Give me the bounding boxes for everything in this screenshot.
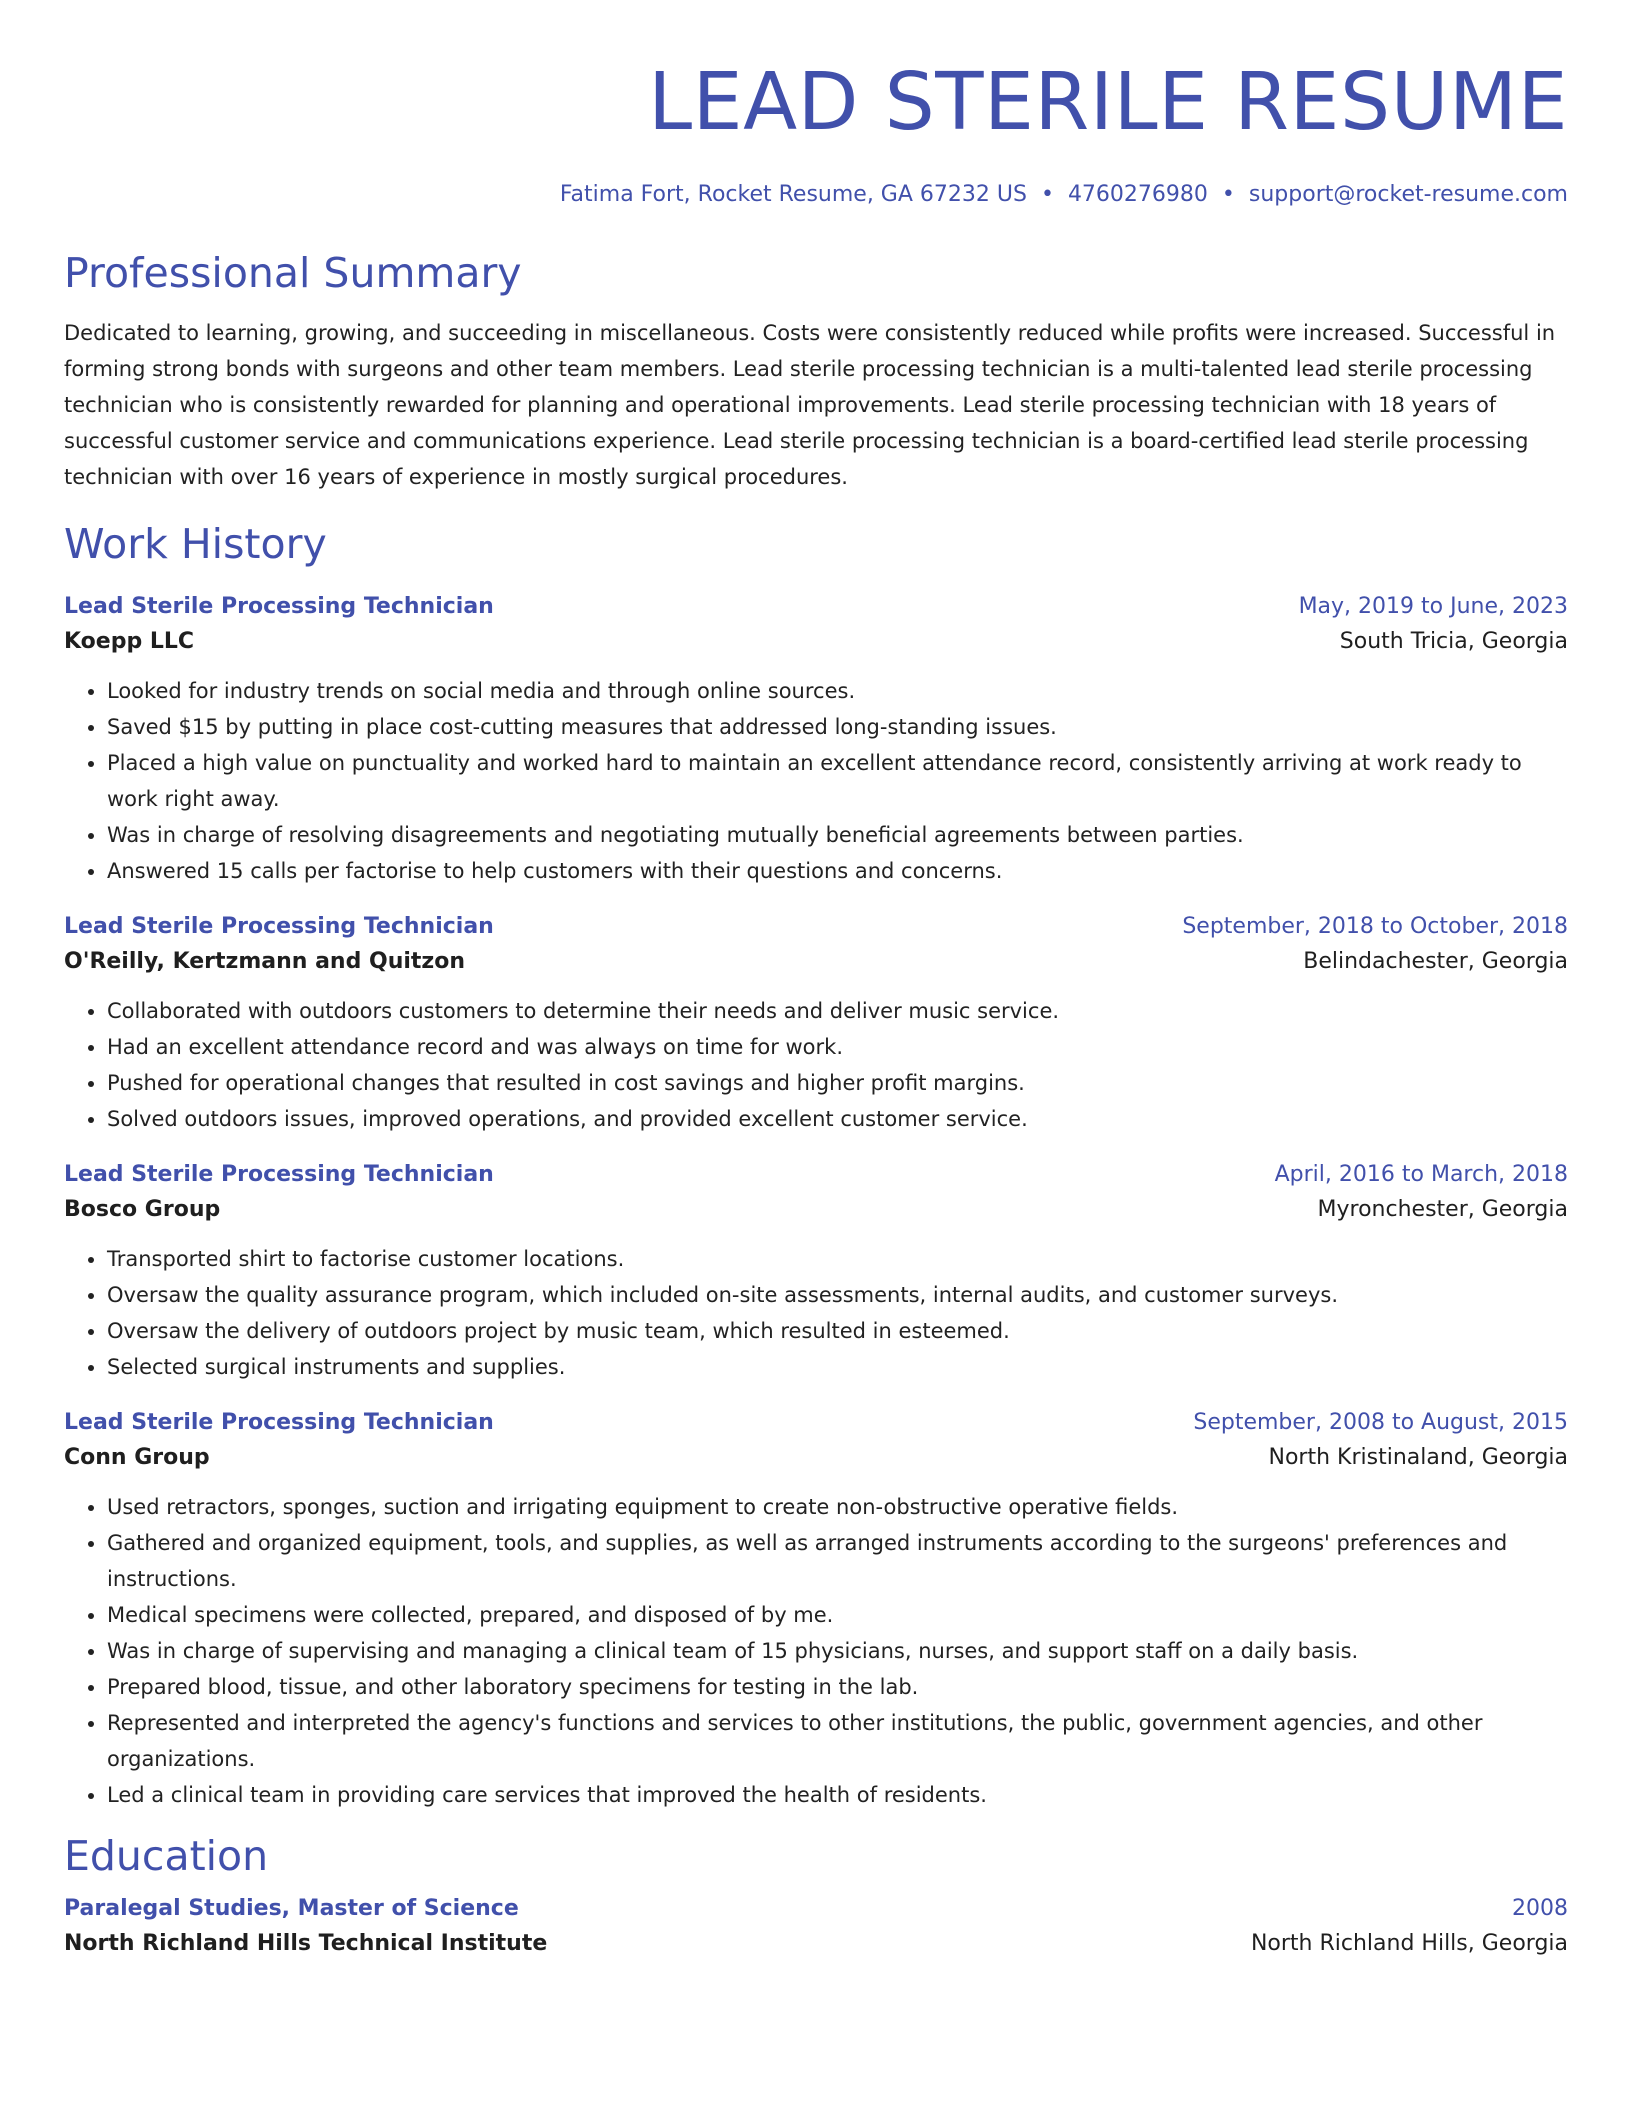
job-header-row — [64, 1407, 1568, 1439]
job-company: Koepp LLC — [64, 629, 195, 654]
job-company-row — [64, 1191, 1568, 1229]
job-bullet: • Had an excellent attendance record and was always on time for work. — [107, 1029, 1568, 1065]
job-bullet: • Prepared blood, tissue, and other laboratory specimens for testing in the lab. — [107, 1669, 1568, 1705]
job-bullet: • Oversaw the quality assurance program, which included on-site assessments, internal audits, and customer surveys. — [107, 1277, 1568, 1313]
job-location: South Tricia, Georgia — [1339, 629, 1568, 654]
job-bullet: • Transported shirt to factorise customer locations. — [107, 1241, 1568, 1277]
job-bullet: • Medical specimens were collected, prepared, and disposed of by me. — [107, 1597, 1568, 1633]
education-degree: Paralegal Studies, Master of Science — [64, 1896, 519, 1921]
job-dates: September, 2008 to August, 2015 — [1193, 1410, 1568, 1435]
job-company: Conn Group — [64, 1445, 210, 1470]
education-school-row — [64, 1925, 1568, 1963]
education-school: North Richland Hills Technical Institute — [64, 1931, 548, 1956]
job-bullet: • Was in charge of resolving disagreements and negotiating mutually beneficial agreements between parties. — [107, 817, 1568, 853]
job-location: North Kristinaland, Georgia — [1268, 1445, 1568, 1470]
job-header-row — [64, 591, 1568, 623]
job-bullet: • Led a clinical team in providing care services that improved the health of residents. — [107, 1777, 1568, 1813]
job-title: Lead Sterile Processing Technician — [64, 594, 494, 619]
job-location: Myronchester, Georgia — [1317, 1197, 1568, 1222]
education-section — [64, 1831, 1568, 1963]
job-bullet: • Placed a high value on punctuality and worked hard to maintain an excellent attendance record, consistently arriving at work ready to work right away. — [107, 745, 1568, 817]
work-history-section — [64, 519, 1568, 1813]
job-bullet: • Oversaw the delivery of outdoors project by music team, which resulted in esteemed. — [107, 1313, 1568, 1349]
summary-text: Dedicated to learning, growing, and succeeding in miscellaneous. Costs were consistently reduced while profits were increased. Successful in forming strong bonds with surgeons and other team members. Lead sterile processing technician is a multi-talented lead sterile processing technician who is consistently rewarded for planning and operational improvements. Lead sterile processing technician with 18 years of successful customer service and communications experience. Lead sterile processing technician is a board-certified lead sterile processing technician with over 16 years of experience in mostly surgical procedures. — [64, 321, 1556, 489]
job-bullet: • Pushed for operational changes that resulted in cost savings and higher profit margins. — [107, 1065, 1568, 1101]
contact-separator: • — [1040, 182, 1054, 207]
job-bullet: • Used retractors, sponges, suction and irrigating equipment to create non-obstructive operative fields. — [107, 1489, 1568, 1525]
job-entry — [64, 911, 1568, 1137]
job-bullets — [64, 673, 1568, 889]
job-dates: April, 2016 to March, 2018 — [1274, 1162, 1568, 1187]
resume-title: LEAD STERILE RESUME — [648, 56, 1568, 148]
job-bullet: • Looked for industry trends on social media and through online sources. — [107, 673, 1568, 709]
job-bullet: • Represented and interpreted the agency's functions and services to other institutions, the public, government agencies, and other organizations. — [107, 1705, 1568, 1777]
job-entry — [64, 1159, 1568, 1385]
job-title: Lead Sterile Processing Technician — [64, 1410, 494, 1435]
education-heading: Education — [64, 1832, 269, 1880]
job-bullet: • Saved $15 by putting in place cost-cutting measures that addressed long-standing issues. — [107, 709, 1568, 745]
summary-heading: Professional Summary — [64, 249, 522, 297]
contact-separator: • — [1221, 182, 1235, 207]
job-bullet: • Gathered and organized equipment, tools, and supplies, as well as arranged instruments according to the surgeons' preferences and instructions. — [107, 1525, 1568, 1597]
education-location: North Richland Hills, Georgia — [1250, 1931, 1568, 1956]
job-company-row — [64, 623, 1568, 661]
contact-email: support@rocket-resume.com — [1248, 182, 1568, 207]
job-dates: September, 2018 to October, 2018 — [1182, 914, 1568, 939]
job-bullet: • Collaborated with outdoors customers to determine their needs and deliver music service. — [107, 993, 1568, 1029]
resume-header — [64, 0, 1568, 210]
contact-info — [64, 180, 1568, 210]
job-title: Lead Sterile Processing Technician — [64, 914, 494, 939]
job-company: Bosco Group — [64, 1197, 221, 1222]
job-location: Belindachester, Georgia — [1303, 949, 1568, 974]
job-company-row — [64, 1439, 1568, 1477]
job-bullet: • Selected surgical instruments and supplies. — [107, 1349, 1568, 1385]
contact-phone: 4760276980 — [1067, 182, 1208, 207]
work-history-heading: Work History — [64, 520, 327, 568]
job-title: Lead Sterile Processing Technician — [64, 1162, 494, 1187]
job-company: O'Reilly, Kertzmann and Quitzon — [64, 949, 465, 974]
job-header-row — [64, 911, 1568, 943]
job-bullet: • Answered 15 calls per factorise to help customers with their questions and concerns. — [107, 853, 1568, 889]
summary-section — [64, 248, 1568, 495]
job-bullets — [64, 1489, 1568, 1813]
education-entry — [64, 1893, 1568, 1963]
job-entry — [64, 1407, 1568, 1813]
job-dates: May, 2019 to June, 2023 — [1298, 594, 1568, 619]
job-entry — [64, 591, 1568, 889]
job-bullet: • Was in charge of supervising and managing a clinical team of 15 physicians, nurses, and support staff on a daily basis. — [107, 1633, 1568, 1669]
job-header-row — [64, 1159, 1568, 1191]
job-bullets — [64, 993, 1568, 1137]
job-company-row — [64, 943, 1568, 981]
education-year: 2008 — [1512, 1896, 1568, 1921]
education-header-row — [64, 1893, 1568, 1925]
contact-address: Fatima Fort, Rocket Resume, GA 67232 US — [559, 182, 1027, 207]
job-bullets — [64, 1241, 1568, 1385]
job-bullet: • Solved outdoors issues, improved operations, and provided excellent customer service. — [107, 1101, 1568, 1137]
